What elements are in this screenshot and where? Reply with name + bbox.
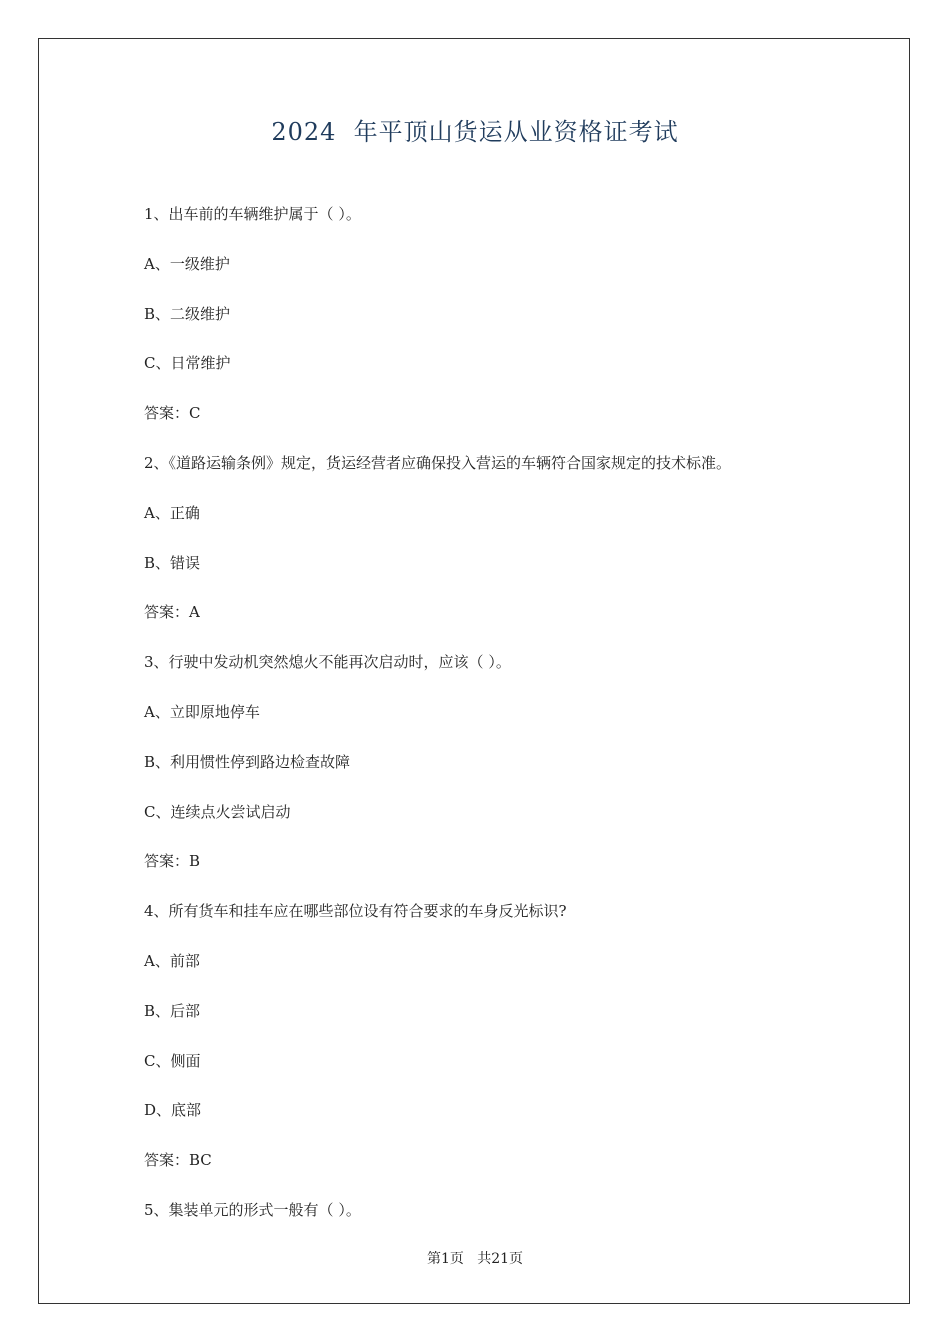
question-2-text: 2、《道路运输条例》规定，货运经营者应确保投入营运的车辆符合国家规定的技术标准。: [144, 453, 732, 472]
document-title: 2024 年平顶山货运从业资格证考试: [271, 118, 679, 146]
question-list: [144, 200, 844, 1246]
question-1-option-b: B、二级维护: [144, 304, 231, 323]
question-3-answer: 答案：B: [144, 852, 201, 871]
page-number-footer: 第1页 共21页: [426, 1251, 524, 1267]
question-4-option-b: B、后部: [144, 1001, 201, 1020]
question-3-option-b: B、利用惯性停到路边检查故障: [144, 752, 351, 771]
question-4-text: 4、所有货车和挂车应在哪些部位设有符合要求的车身反光标识?: [144, 902, 567, 921]
question-3-option-c: C、连续点火尝试启动: [144, 802, 291, 821]
question-1-option-a: A、一级维护: [144, 254, 230, 273]
question-3-text: 3、行驶中发动机突然熄火不能再次启动时，应该（ ）。: [144, 653, 511, 672]
question-5-text: 5、集装单元的形式一般有（ ）。: [144, 1200, 361, 1219]
question-2-option-a: A、正确: [144, 503, 200, 522]
question-1-option-c: C、日常维护: [144, 354, 231, 373]
question-3-option-a: A、立即原地停车: [144, 702, 260, 721]
question-4-option-c: C、侧面: [144, 1051, 201, 1070]
question-1-text: 1、出车前的车辆维护属于（ ）。: [144, 205, 361, 223]
question-2-option-b: B、错误: [144, 553, 201, 572]
question-4-answer: 答案：BC: [144, 1151, 212, 1170]
question-2-answer: 答案：A: [144, 603, 200, 622]
question-4-option-d: D、底部: [144, 1101, 202, 1120]
question-4-option-a: A、前部: [144, 951, 200, 970]
question-1-answer: 答案：C: [144, 404, 201, 423]
